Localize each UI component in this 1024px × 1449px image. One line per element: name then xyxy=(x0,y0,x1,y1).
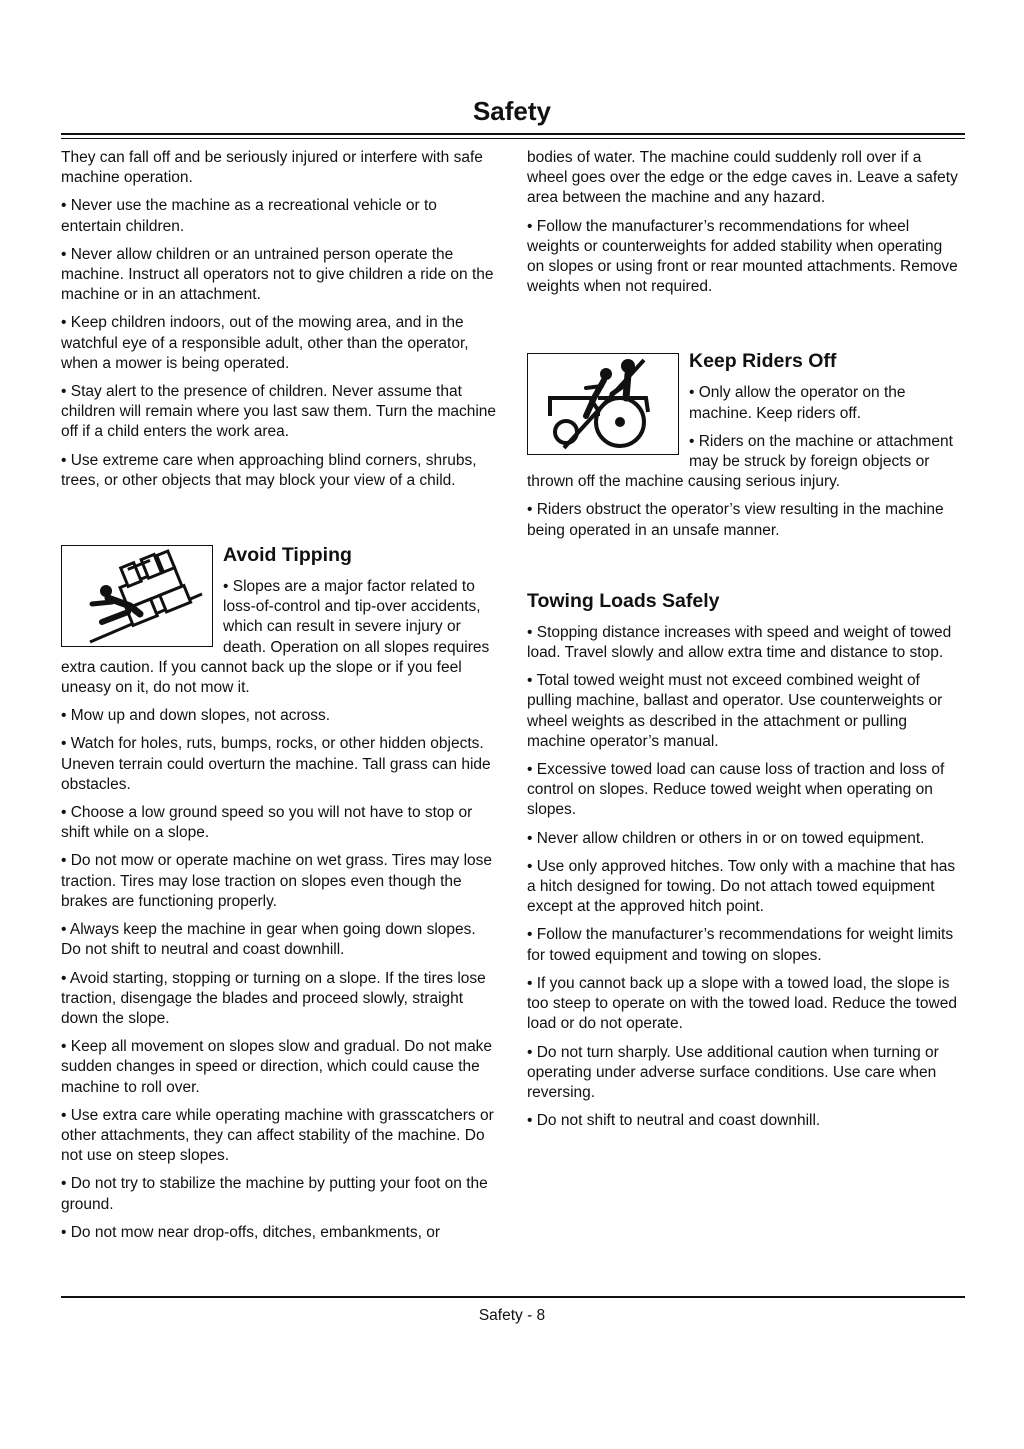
list-item: • Total towed weight must not exceed combined weight of pulling machine, ballast and operator. Use counterweights or wheel weights as described in the attachment or pulling machine operator’s manual. xyxy=(527,672,943,750)
list-item: • Do not turn sharply. Use additional caution when turning or operating under adverse surface conditions. Use care when reversing. xyxy=(527,1043,939,1101)
left-column xyxy=(61,148,497,1251)
riders-on-tractor-icon xyxy=(527,353,679,455)
right-column xyxy=(527,148,963,1139)
list-item: • Use only approved hitches. Tow only with a machine that has a hitch designed for towing. Do not attach towed equipment except at the approved hitch point. xyxy=(527,857,956,916)
list-item: • Follow the manufacturer’s recommendations for wheel weights or counterweights for added stability when operating on slopes or using front or rear mounted attachments. Remove weights when not required. xyxy=(527,217,958,296)
list-item: • Mow up and down slopes, not across. xyxy=(61,707,331,725)
list-item: • Never allow children or others in or on towed equipment. xyxy=(527,829,925,847)
list-item: • Do not try to stabilize the machine by putting your foot on the ground. xyxy=(61,1175,488,1213)
list-item: • If you cannot back up a slope with a towed load, the slope is too steep to operate on with the towed load. Reduce the towed load or do not operate. xyxy=(527,974,957,1033)
list-item: • Do not mow or operate machine on wet grass. Tires may lose traction. Tires may lose traction on slopes even though the brakes are functioning properly. xyxy=(61,852,493,910)
section-title-towing: Towing Loads Safely xyxy=(527,589,720,612)
tipping-tractor-icon xyxy=(61,545,213,647)
list-item: • Riders on the machine or attachment may be struck by foreign objects or thrown off the machine causing serious injury. xyxy=(527,432,953,491)
list-item: • Do not mow near drop-offs, ditches, embankments, or xyxy=(61,1223,441,1241)
list-item: • Use extreme care when approaching blind corners, shrubs, trees, or other objects that may block your view of a child. xyxy=(61,451,477,489)
list-item: • Slopes are a major factor related to loss-of-control and tip-over accidents, which can result in severe injury or death. Operation on all slopes requires extra caution. If you cannot back up the slope or if you feel uneasy on it, do not mow it. xyxy=(61,578,490,697)
continuation-paragraph: bodies of water. The machine could suddenly roll over if a wheel goes over the edge or the edge caves in. Leave a safety area between the machine and any hazard. xyxy=(527,149,958,207)
header-rule-thin xyxy=(61,138,965,139)
list-item: • Watch for holes, ruts, bumps, rocks, or other hidden objects. Uneven terrain could overturn the machine. Tall grass can hide obstacles. xyxy=(61,735,491,793)
keep-riders-off-section xyxy=(527,349,963,540)
towing-section xyxy=(527,589,963,1131)
page-footer: Safety - 8 xyxy=(478,1307,546,1324)
avoid-tipping-section xyxy=(61,543,497,1243)
list-item: • Use extra care while operating machine with grasscatchers or other attachments, they can affect stability of the machine. Do not use on steep slopes. xyxy=(61,1106,494,1165)
list-item: • Stay alert to the presence of children. Never assume that children will remain where you last saw them. Turn the machine off if a child enters the work area. xyxy=(61,383,497,441)
header-rule xyxy=(61,133,965,135)
list-item: • Choose a low ground speed so you will not have to stop or shift while on a slope. xyxy=(61,804,473,842)
list-item: • Only allow the operator on the machine. Keep riders off. xyxy=(689,384,906,422)
section-title-avoid-tipping: Avoid Tipping xyxy=(223,544,352,567)
list-item: • Riders obstruct the operator’s view resulting in the machine being operated in an unsafe manner. xyxy=(527,501,944,539)
intro-paragraph: They can fall off and be seriously injured or interfere with safe machine operation. xyxy=(61,149,483,187)
list-item: • Stopping distance increases with speed and weight of towed load. Travel slowly and allow extra time and distance to stop. xyxy=(527,623,952,662)
list-item: • Always keep the machine in gear when going down slopes. Do not shift to neutral and coast downhill. xyxy=(61,921,476,959)
list-item: • Keep all movement on slopes slow and gradual. Do not make sudden changes in speed or direction, which could cause the machine to roll over. xyxy=(61,1038,493,1096)
list-item: • Follow the manufacturer’s recommendations for weight limits for towed equipment and towing on slopes. xyxy=(527,926,954,964)
list-item: • Excessive towed load can cause loss of traction and loss of control on slopes. Reduce towed weight when operating on slopes. xyxy=(527,761,945,819)
list-item: • Never allow children or an untrained person operate the machine. Instruct all operators not to give children a ride on the machine or in an attachment. xyxy=(61,245,494,304)
list-item: • Keep children indoors, out of the mowing area, and in the watchful eye of a responsible adult, other than the operator, when a mower is being operated. xyxy=(61,314,469,372)
list-item: • Do not shift to neutral and coast downhill. xyxy=(527,1112,821,1130)
list-item: • Avoid starting, stopping or turning on a slope. If the tires lose traction, disengage the blades and proceed slowly, straight down the slope. xyxy=(61,969,486,1027)
list-item: • Never use the machine as a recreational vehicle or to entertain children. xyxy=(61,197,437,235)
page-title: Safety xyxy=(472,96,552,126)
footer-rule xyxy=(61,1296,965,1298)
section-title-keep-riders-off: Keep Riders Off xyxy=(689,350,837,373)
